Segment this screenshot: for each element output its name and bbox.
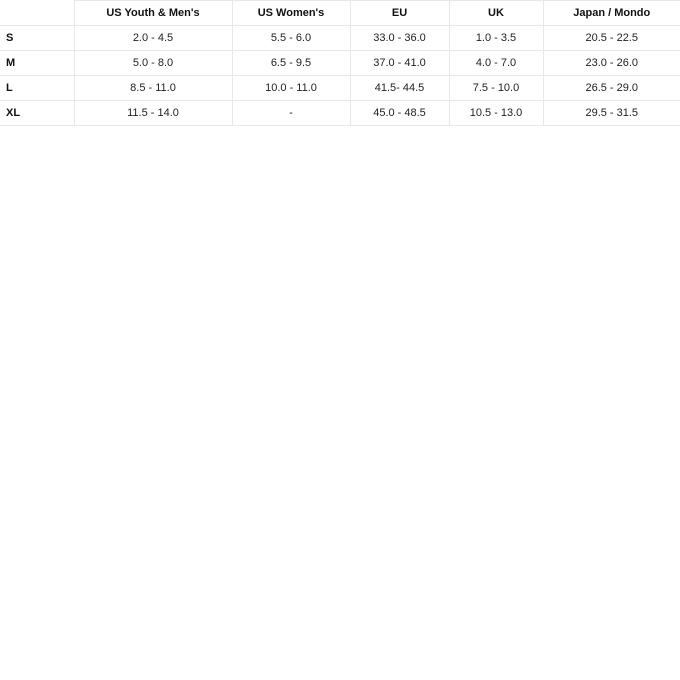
cell-l-us-youth-mens: 8.5 - 11.0 (74, 76, 232, 101)
cell-xl-japan-mondo: 29.5 - 31.5 (543, 101, 680, 126)
cell-s-us-womens: 5.5 - 6.0 (232, 26, 350, 51)
header-cell-uk: UK (449, 1, 543, 26)
cell-xl-eu: 45.0 - 48.5 (350, 101, 449, 126)
table-row (0, 51, 680, 76)
cell-s-eu: 33.0 - 36.0 (350, 26, 449, 51)
cell-l-us-womens: 10.0 - 11.0 (232, 76, 350, 101)
cell-m-uk: 4.0 - 7.0 (449, 51, 543, 76)
cell-m-us-womens: 6.5 - 9.5 (232, 51, 350, 76)
cell-s-us-youth-mens: 2.0 - 4.5 (74, 26, 232, 51)
cell-m-us-youth-mens: 5.0 - 8.0 (74, 51, 232, 76)
row-label-m: M (0, 51, 74, 76)
cell-xl-uk: 10.5 - 13.0 (449, 101, 543, 126)
cell-m-eu: 37.0 - 41.0 (350, 51, 449, 76)
size-conversion-table (0, 0, 680, 126)
cell-s-uk: 1.0 - 3.5 (449, 26, 543, 51)
cell-s-japan-mondo: 20.5 - 22.5 (543, 26, 680, 51)
row-label-xl: XL (0, 101, 74, 126)
cell-xl-us-youth-mens: 11.5 - 14.0 (74, 101, 232, 126)
table-row (0, 76, 680, 101)
header-cell-japan-mondo: Japan / Mondo (543, 1, 680, 26)
header-cell-eu: EU (350, 1, 449, 26)
cell-m-japan-mondo: 23.0 - 26.0 (543, 51, 680, 76)
table-row (0, 26, 680, 51)
table-body (0, 26, 680, 126)
cell-l-uk: 7.5 - 10.0 (449, 76, 543, 101)
header-cell-corner (0, 1, 74, 26)
table-header-row (0, 1, 680, 26)
header-cell-us-womens: US Women's (232, 1, 350, 26)
header-cell-us-youth-mens: US Youth & Men's (74, 1, 232, 26)
cell-l-eu: 41.5- 44.5 (350, 76, 449, 101)
cell-l-japan-mondo: 26.5 - 29.0 (543, 76, 680, 101)
cell-xl-us-womens: - (232, 101, 350, 126)
table-row (0, 101, 680, 126)
row-label-l: L (0, 76, 74, 101)
row-label-s: S (0, 26, 74, 51)
table-header (0, 1, 680, 26)
